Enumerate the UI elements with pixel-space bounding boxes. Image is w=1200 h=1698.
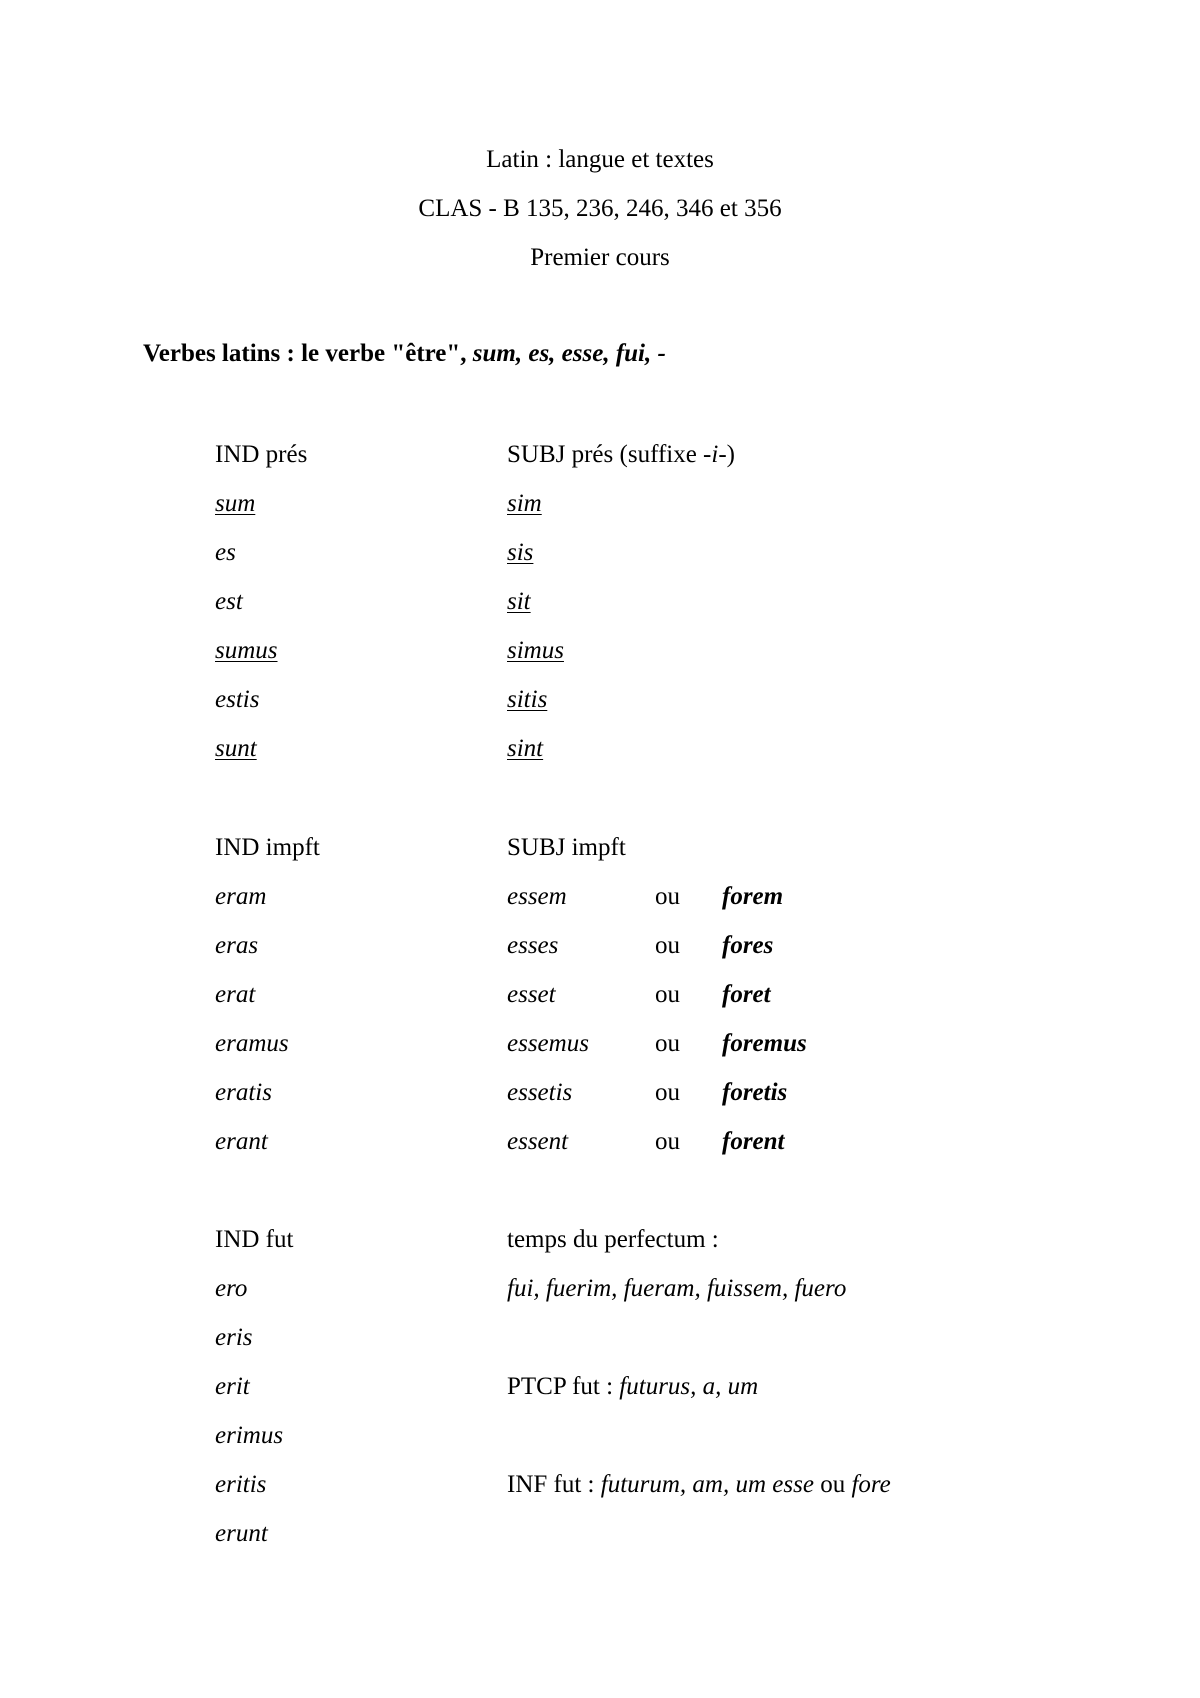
or-connector: ou	[655, 932, 680, 959]
ind-imperfect-title: IND impft	[215, 834, 320, 861]
ind-future-form: erit	[215, 1373, 250, 1400]
ind-future-form: eritis	[215, 1471, 267, 1498]
heading-forms: sum, es, esse, fui, -	[472, 340, 666, 367]
ind-present-form: sunt	[215, 735, 257, 762]
ptcp-forms: futurus, a, um	[619, 1373, 759, 1400]
ind-future-title: IND fut	[215, 1226, 294, 1253]
future-infinitive	[507, 1472, 891, 1497]
subj-imperfect-form: essemus	[507, 1030, 589, 1057]
ind-present-form: est	[215, 588, 243, 615]
heading-label: Verbes latins : le verbe "être",	[143, 340, 473, 367]
subj-present-form: sit	[507, 588, 531, 615]
ind-imperfect-form: eram	[215, 883, 267, 910]
subj-present-suffix-letter: i	[711, 441, 719, 468]
subj-present-title-end: -)	[718, 441, 735, 468]
or-connector: ou	[655, 1128, 680, 1155]
course-codes: CLAS - B 135, 236, 246, 346 et 356	[418, 195, 782, 222]
inf-label: INF fut :	[507, 1471, 601, 1498]
or-connector: ou	[655, 1079, 680, 1106]
subj-imperfect-form: essent	[507, 1128, 569, 1155]
subj-imperfect-alt-form: fores	[722, 932, 774, 959]
ind-present-title: IND prés	[215, 441, 308, 468]
ind-future-form: erimus	[215, 1422, 284, 1449]
or-connector: ou	[655, 883, 680, 910]
inf-alt: fore	[851, 1471, 891, 1498]
ind-imperfect-form: erant	[215, 1128, 268, 1155]
subj-imperfect-title: SUBJ impft	[507, 834, 626, 861]
ind-present-form: sum	[215, 490, 256, 517]
or-connector: ou	[655, 981, 680, 1008]
subj-present-form: simus	[507, 637, 564, 664]
ind-imperfect-form: eramus	[215, 1030, 289, 1057]
subj-imperfect-form: essetis	[507, 1079, 573, 1106]
subj-present-title-prefix: SUBJ prés (suffixe -	[507, 441, 712, 468]
ind-imperfect-form: erat	[215, 981, 256, 1008]
subj-imperfect-alt-form: foretis	[722, 1079, 788, 1106]
subj-imperfect-form: esset	[507, 981, 556, 1008]
section-heading	[143, 341, 666, 366]
or-connector: ou	[655, 1030, 680, 1057]
subj-imperfect-alt-form: foret	[722, 981, 771, 1008]
document-title: Latin : langue et textes	[486, 146, 714, 173]
ind-future-form: ero	[215, 1275, 248, 1302]
perfectum-label: temps du perfectum :	[507, 1226, 719, 1253]
ind-present-form: estis	[215, 686, 260, 713]
subj-imperfect-alt-form: forent	[722, 1128, 785, 1155]
ind-present-form: es	[215, 539, 236, 566]
subj-present-form: sint	[507, 735, 544, 762]
subj-imperfect-form: esses	[507, 932, 559, 959]
ptcp-label: PTCP fut :	[507, 1373, 620, 1400]
subj-imperfect-alt-form: forem	[722, 883, 784, 910]
ind-imperfect-form: eras	[215, 932, 259, 959]
subj-present-form: sis	[507, 539, 534, 566]
ind-imperfect-form: eratis	[215, 1079, 272, 1106]
subj-present-title	[507, 442, 735, 467]
subj-imperfect-form: essem	[507, 883, 567, 910]
inf-forms: futurum, am, um esse	[600, 1471, 814, 1498]
ind-future-form: erunt	[215, 1520, 268, 1547]
subj-present-form: sim	[507, 490, 542, 517]
subj-present-form: sitis	[507, 686, 548, 713]
ind-future-form: eris	[215, 1324, 253, 1351]
future-participle	[507, 1374, 758, 1399]
ind-present-form: sumus	[215, 637, 278, 664]
subj-imperfect-alt-form: foremus	[722, 1030, 807, 1057]
inf-connector: ou	[813, 1471, 852, 1498]
session-label: Premier cours	[530, 244, 670, 271]
perfectum-forms: fui, fuerim, fueram, fuissem, fuero	[507, 1275, 847, 1302]
